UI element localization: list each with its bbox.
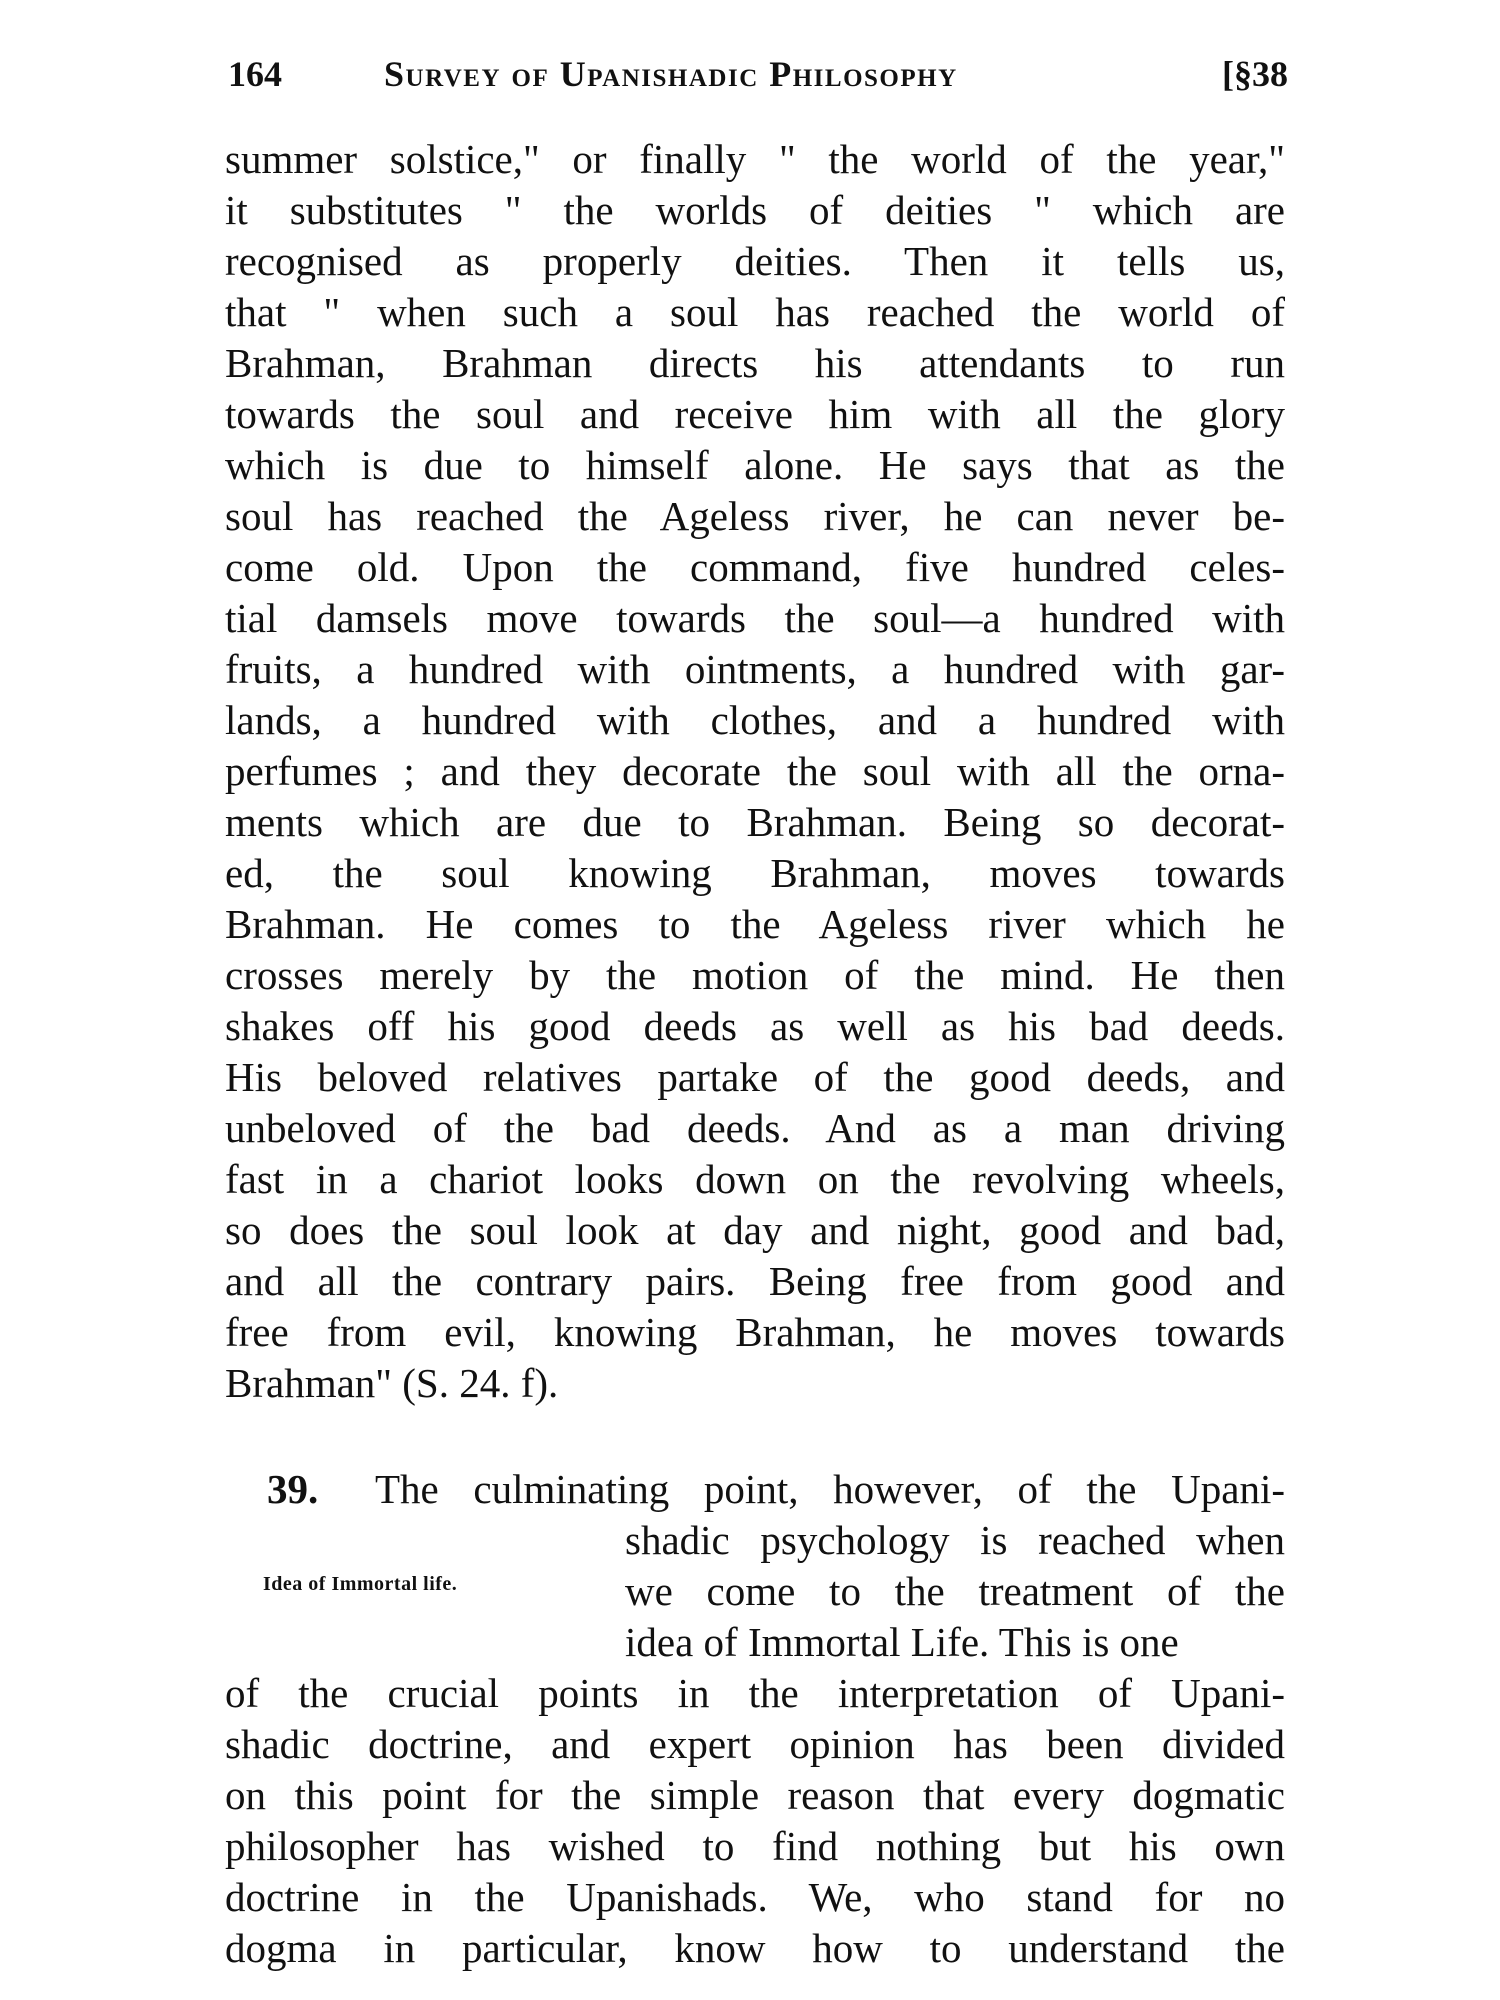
text-line: doctrine in the Upanishads. We, who stand for no bbox=[225, 1874, 1285, 1920]
text-line: shadic psychology is reached when bbox=[625, 1517, 1285, 1563]
text-line: fast in a chariot looks down on the revolving wheels, bbox=[225, 1156, 1285, 1202]
text-line: perfumes ; and they decorate the soul with all the orna- bbox=[225, 748, 1285, 794]
text-line: Brahman" (S. 24. f). bbox=[225, 1360, 559, 1406]
text-line: summer solstice," or finally " the world of the year," bbox=[225, 136, 1285, 182]
text-line: Brahman. He comes to the Ageless river which he bbox=[225, 901, 1285, 947]
text-line: which is due to himself alone. He says that as the bbox=[225, 442, 1285, 488]
text-line: come old. Upon the command, five hundred celes- bbox=[225, 544, 1285, 590]
text-line: tial damsels move towards the soul—a hundred with bbox=[225, 595, 1285, 641]
text-line: fruits, a hundred with ointments, a hundred with gar- bbox=[225, 646, 1285, 692]
text-line: on this point for the simple reason that every dogmatic bbox=[225, 1772, 1285, 1818]
text-line: dogma in particular, know how to understand the bbox=[225, 1925, 1285, 1971]
page-number: 164 bbox=[228, 54, 282, 94]
text-line: ments which are due to Brahman. Being so decorat- bbox=[225, 799, 1285, 845]
text-line: Brahman, Brahman directs his attendants to run bbox=[225, 340, 1285, 386]
section-number: 39. bbox=[267, 1466, 319, 1512]
text-line: unbeloved of the bad deeds. And as a man driving bbox=[225, 1105, 1285, 1151]
text-line: crosses merely by the motion of the mind. He then bbox=[225, 952, 1285, 998]
text-line: and all the contrary pairs. Being free from good and bbox=[225, 1258, 1285, 1304]
text-line: shadic doctrine, and expert opinion has been divided bbox=[225, 1721, 1285, 1767]
text-line: it substitutes " the worlds of deities " which are bbox=[225, 187, 1285, 233]
running-head bbox=[228, 44, 1288, 104]
text-line: of the crucial points in the interpretation of Upani- bbox=[225, 1670, 1285, 1716]
text-line: we come to the treatment of the bbox=[625, 1568, 1285, 1614]
paragraph-38-continued bbox=[225, 134, 1285, 1409]
text-line: His beloved relatives partake of the good deeds, and bbox=[225, 1054, 1285, 1100]
text-line: The culminating point, however, of the Upani- bbox=[375, 1466, 1285, 1512]
text-line: shakes off his good deeds as well as his bad deeds. bbox=[225, 1003, 1285, 1049]
text-line: towards the soul and receive him with all the glory bbox=[225, 391, 1285, 437]
paragraph-39-body bbox=[225, 1668, 1285, 1974]
text-line: soul has reached the Ageless river, he can never be- bbox=[225, 493, 1285, 539]
margin-note: Idea of Immortal life. bbox=[263, 1573, 458, 1595]
text-line: idea of Immortal Life. This is one bbox=[625, 1619, 1179, 1665]
text-line: lands, a hundred with clothes, and a hundred with bbox=[225, 697, 1285, 743]
text-line: philosopher has wished to find nothing but his own bbox=[225, 1823, 1285, 1869]
book-title: Survey of Upanishadic Philosophy bbox=[384, 54, 958, 94]
section-marker: [§38 bbox=[1222, 54, 1288, 94]
text-line: recognised as properly deities. Then it tells us, bbox=[225, 238, 1285, 284]
text-line: that " when such a soul has reached the world of bbox=[225, 289, 1285, 335]
text-line: ed, the soul knowing Brahman, moves towards bbox=[225, 850, 1285, 896]
text-line: so does the soul look at day and night, good and bad, bbox=[225, 1207, 1285, 1253]
text-line: free from evil, knowing Brahman, he moves towards bbox=[225, 1309, 1285, 1355]
